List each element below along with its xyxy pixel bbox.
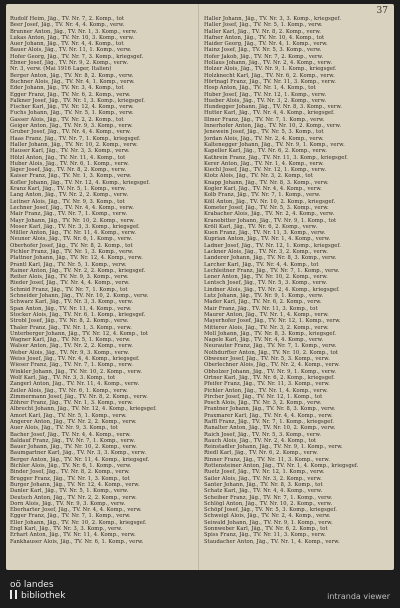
right-column-line: Obwexer Josef, Jäg., TV. Nr. 5, 3. Komp., verw. <box>204 356 330 363</box>
logo-line1: oö landes <box>10 580 54 590</box>
left-column-line: Hofer Georg, Jäg., TV. Nr. 7, 3. Komp., kriegsgef. <box>10 53 144 60</box>
right-column-line: Kolb Franz, Jäg., TV. Nr. 7, 1. Komp., verw. <box>204 192 321 199</box>
left-column-line: Lang Anton, Jäg., TV. Nr. 2, 2. Komp., verw. <box>10 192 129 199</box>
column-divider <box>198 4 199 570</box>
right-column-line: Lener Anton, Jäg., TV. Nr. 10, 2. Komp., verw. <box>204 274 328 281</box>
logo-line2: bibliothek <box>21 591 66 601</box>
left-column-line: Berger Anton, Jäg., TV. Nr. 8, 2. Komp., verw. <box>10 72 134 79</box>
right-column-line: Kogler Karl, Jäg., TV. Nr. 4, 4. Komp., verw. <box>204 186 322 193</box>
right-column-line: Oberlechner Alois, Jäg., TV. Nr. 2, 4. Komp., verw. <box>204 362 340 369</box>
right-column-line: Mair Franz, Jäg., TV. Nr. 11, 3. Komp., tot <box>204 305 318 312</box>
right-column-line: Ortner Karl, Jäg., TV. Nr. 6, 2. Komp., kriegsgef. <box>204 374 335 381</box>
left-column-line: Wagner Karl, Jäg., TV. Nr. 5, 1. Komp., verw. <box>10 337 131 344</box>
left-column-line: Weiss Josef, Jäg., TV. Nr. 4, 4. Komp., kriegsgef. <box>10 356 140 363</box>
left-column-line: Rudolf Heim, Jäg., TV. Nr. 7, 2. Komp., tot <box>10 16 125 22</box>
right-column-line: Rinner Franz, Jäg., TV. Nr. 11, 3. Komp., verw. <box>204 456 330 463</box>
right-column-line: Kuprian Anton, Jäg., TV. Nr. 1, 4. Komp., verw. <box>204 236 331 243</box>
right-column-line: Obholzer Johann, Jäg., TV. Nr. 9, 1. Komp., verw. <box>204 368 337 375</box>
right-column-line: Hainz Josef, Jäg., TV. Nr. 5, 3. Komp., verw. <box>204 47 322 54</box>
left-column-line: Zöhrer Franz, Jäg., TV. Nr. 1, 3. Komp., verw. <box>10 400 133 407</box>
left-column-line: Walser Anton, Jäg., TV. Nr. 2, 2. Komp., verw. <box>10 343 134 350</box>
library-logo[interactable] <box>10 580 65 601</box>
left-column-line: Bacher Josef, Jäg., TV. Nr. 4, 4. Komp., verw. <box>10 431 131 438</box>
left-column-line: Haller Johann, Jäg., TV. Nr. 10, 2. Komp., verw. <box>10 141 138 148</box>
left-column-line: Lechner Josef, Jäg., TV. Nr. 4, 4. Komp., verw. <box>10 204 134 211</box>
right-column-line: Kaltenegger Johann, Jäg., TV. Nr. 9, 1. Komp., verw. <box>204 141 345 148</box>
left-column-line: Fischer Karl, Jäg., TV. Nr. 12, 4. Komp., verw. <box>10 104 134 111</box>
left-column-line: Gruber Josef, Jäg., TV. Nr. 4, 4. Komp., verw. <box>10 129 132 136</box>
left-column-line: Amort Karl, Jäg., TV. Nr. 5, 1. Komp., verw. <box>10 412 127 419</box>
left-column-line: Pichler Franz, Jäg., TV. Nr. 1, 3. Komp., verw. <box>10 248 134 255</box>
right-column-line: Santer Johann, Jäg., TV. Nr. 8, 3. Komp., tot <box>204 481 323 488</box>
left-column-line: Kaiser Franz, Jäg., TV. Nr. 1, 3. Komp., verw. <box>10 173 132 180</box>
left-column-line: Schmid Franz, Jäg., TV. Nr. 7, 1. Komp., tot <box>10 286 128 293</box>
right-column-line: Pfeifer Franz, Jäg., TV. Nr. 11, 3. Komp., verw. <box>204 381 330 388</box>
left-column-line: Gasser Alois, Jäg., TV. Nr. 2, 2. Komp., tot <box>10 116 124 123</box>
left-column-line: Binder Josef, Jäg., TV. Nr. 8, 2. Komp., verw. <box>10 469 130 476</box>
viewer-label: intranda viewer <box>327 592 390 601</box>
left-column-line: Thaler Franz, Jäg., TV. Nr. 1, 3. Komp., verw. <box>10 324 132 331</box>
right-column-line: Schlögl Anton, Jäg., TV. Nr. 10, 2. Komp., verw. <box>204 500 333 507</box>
right-column-line: Schweigl Alois, Jäg., TV. Nr. 2, 4. Komp., verw. <box>204 513 331 520</box>
right-column-line: Hutter Karl, Jäg., TV. Nr. 4, 4. Komp., kriegsgef. <box>204 110 335 117</box>
left-column-line: Fankhauser Alois, Jäg., TV. Nr. 6, 1. Komp., verw. <box>10 538 144 545</box>
right-column-line: Hueber Alois, Jäg., TV. Nr. 3, 2. Komp., verw. <box>204 97 327 104</box>
right-column-line: Jordan Alois, Jäg., TV. Nr. 2, 4. Komp., verw. <box>204 135 324 142</box>
left-column-line: Brugger Franz, Jäg., TV. Nr. 1, 3. Komp., tot <box>10 475 130 482</box>
right-column-line: Staudacher Anton, Jäg., TV. Nr. 1, 4. Komp., verw. <box>204 538 340 545</box>
right-column-line: Raffl Franz, Jäg., TV. Nr. 7, 1. Komp., kriegsgef. <box>204 419 334 425</box>
right-column-line: Pichler Anton, Jäg., TV. Nr. 1, 4. Komp., verw. <box>204 387 328 394</box>
left-column-line: Reiter Alois, Jäg., TV. Nr. 9, 3. Komp., verw. <box>10 274 129 281</box>
right-column-line: Larcher Karl, Jäg., TV. Nr. 4, 4. Komp., tot <box>204 261 319 268</box>
left-column-line: Oberhofer Josef, Jäg., TV. Nr. 8, 2. Komp., tot <box>10 242 133 249</box>
left-column-line: Prantl Karl, Jäg., TV. Nr. 5, 1. Komp., verw. <box>10 261 127 268</box>
right-column-line: Sailer Alois, Jäg., TV. Nr. 3, 2. Komp., verw. <box>204 475 322 482</box>
left-column-line: Berger Anton, Jäg., TV. Nr. 11, 4. Komp., kriegsgef. <box>10 456 150 463</box>
right-column-line: Knapp Johann, Jäg., TV. Nr. 8, 3. Komp., verw. <box>204 179 329 186</box>
left-column-line: Albrecht Johann, Jäg., TV. Nr. 12, 4. Komp., kriegsgef. <box>10 406 157 413</box>
left-column-line: Span Anton, Jäg., TV. Nr. 11, 4. Komp., verw. <box>10 305 132 312</box>
left-column-line: Hölzl Anton, Jäg., TV. Nr. 11, 4. Komp., tot <box>10 154 126 161</box>
left-column-line: Fuchs Johann, Jäg., TV. Nr. 5, 1. Komp., verw. <box>10 110 134 117</box>
left-column-line: Falkner Josef, Jäg., TV. Nr. 1, 3. Komp., kriegsgef. <box>10 97 145 104</box>
left-column-line: Egger Franz, Jäg., TV. Nr. 7, 1. Komp., verw. <box>10 513 131 520</box>
right-column-line: Riedl Karl, Jäg., TV. Nr. 6, 2. Komp., verw. <box>204 450 319 457</box>
right-column-line: Kometer Josef, Jäg., TV. Nr. 5, 3. Komp., verw. <box>204 204 329 211</box>
right-column-line: Schöpf Josef, Jäg., TV. Nr. 5, 3. Komp., kriegsgef. <box>204 507 338 514</box>
right-column-line: Lackner Alois, Jäg., TV. Nr. 3, 2. Komp., verw. <box>204 248 328 255</box>
right-column-line: Innerhofer Anton, Jäg., TV. Nr. 10, 2. Komp., verw. <box>204 123 342 130</box>
left-column-line: Schneider Johann, Jäg., TV. Nr. 10, 2. Komp., verw. <box>10 293 149 300</box>
left-column-line: Deutsch Anton, Jäg., TV. Nr. 2, 2. Komp., verw. <box>10 494 137 501</box>
right-column-line: Kapeller Karl, Jäg., TV. Nr. 6, 2. Komp., verw. <box>204 148 327 155</box>
right-column-line: Lentsch Josef, Jäg., TV. Nr. 5, 3. Komp., verw. <box>204 280 328 287</box>
right-column-line: Reinstadler Johann, Jäg., TV. Nr. 9, 1. Komp., verw. <box>204 444 343 451</box>
right-column-line: Ranalter Anton, Jäg., TV. Nr. 10, 2. Komp., verw. <box>204 425 336 432</box>
left-column-line: Wieser Franz, Jäg., TV. Nr. 7, 1. Komp., verw. <box>10 362 133 369</box>
right-column-line: Klotz Alois, Jäg., TV. Nr. 3, 2. Komp., tot <box>204 173 313 180</box>
left-column-line: Zeiler Alois, Jäg., TV. Nr. 6, 1. Komp., verw. <box>10 387 128 394</box>
left-column-line: Unterberger Johann, Jäg., TV. Nr. 12, 4. Komp., tot <box>10 330 149 337</box>
left-column-line: Baumgartner Karl, Jäg., TV. Nr. 3, 3. Komp., verw. <box>10 450 147 457</box>
right-column-line: Schatz Karl, Jäg., TV. Nr. 4, 4. Komp., verw. <box>204 488 323 495</box>
right-column-line: Ladner Josef, Jäg., TV. Nr. 12, 1. Komp., kriegsgef. <box>204 242 341 249</box>
left-column-line: Leitner Alois, Jäg., TV. Nr. 9, 3. Komp., tot <box>10 198 125 205</box>
right-column-line: Haller Karl, Jäg., TV. Nr. 8, 2. Komp., verw. <box>204 28 322 35</box>
right-column-line: Hörtnagl Franz, Jäg., TV. Nr. 11, 3. Komp., verw. <box>204 78 336 85</box>
left-column-line: Strobl Josef, Jäg., TV. Nr. 8, 2. Komp., verw. <box>10 318 129 325</box>
left-column-line: Rainer Anton, Jäg., TV. Nr. 2, 2. Komp., kriegsgef. <box>10 267 146 274</box>
right-column-line: Haller Josef, Jäg., TV. Nr. 5, 1. Komp., verw. <box>204 22 323 29</box>
right-column-line: Posch Alois, Jäg., TV. Nr. 3, 2. Komp., verw. <box>204 400 322 407</box>
right-column-line: Lutz Johann, Jäg., TV. Nr. 9, 1. Komp., verw. <box>204 293 324 300</box>
left-column-line: Erhart Anton, Jäg., TV. Nr. 11, 4. Komp., verw. <box>10 532 136 539</box>
left-column-line: Zangerl Anton, Jäg., TV. Nr. 11, 4. Komp., verw. <box>10 381 140 388</box>
left-column-line: Engl Karl, Jäg., TV. Nr. 3, 3. Komp., verw. <box>10 526 123 533</box>
page-number: 37 <box>376 6 388 16</box>
right-column-line: Mitterer Alois, Jäg., TV. Nr. 3, 2. Komp., verw. <box>204 324 329 331</box>
left-column-line: Jäger Josef, Jäg., TV. Nr. 8, 2. Komp., verw. <box>10 167 127 174</box>
right-column-line: Illmer Franz, Jäg., TV. Nr. 7, 1. Komp., verw. <box>204 116 325 123</box>
right-column-line: Kuen Franz, Jäg., TV. Nr. 11, 3. Komp., verw. <box>204 230 326 237</box>
right-column-line: Maurer Anton, Jäg., TV. Nr. 1, 4. Komp., verw. <box>204 311 329 318</box>
left-column-line: Stocker Alois, Jäg., TV. Nr. 6, 1. Komp., kriegsgef. <box>10 311 146 318</box>
right-column-line: Kiechl Josef, Jäg., TV. Nr. 12, 1. Komp., verw. <box>204 167 327 174</box>
right-column-line: Kranebitter Johann, Jäg., TV. Nr. 9, 1. Komp., tot <box>204 217 337 224</box>
left-column-line: Angerer Anton, Jäg., TV. Nr. 2, 2. Komp., verw. <box>10 419 137 425</box>
left-column-line: Danler Karl, Jäg., TV. Nr. 5, 1. Komp., verw. <box>10 488 129 495</box>
left-column-line: Müller Anton, Jäg., TV. Nr. 11, 4. Komp., verw. <box>10 230 137 237</box>
right-column-line: Kerer Anton, Jäg., TV. Nr. 1, 4. Komp., verw. <box>204 160 324 167</box>
right-column-line: Seiwald Johann, Jäg., TV. Nr. 9, 1. Komp., verw. <box>204 519 333 526</box>
right-column-line: Köll Anton, Jäg., TV. Nr. 10, 2. Komp., kriegsgef. <box>204 198 336 205</box>
right-column-line: Scheiber Franz, Jäg., TV. Nr. 7, 1. Komp., verw. <box>204 494 333 501</box>
right-column-line: Hollaus Johann, Jäg., TV. Nr. 2, 4. Komp., verw. <box>204 60 333 67</box>
right-column-line: Holzer Alois, Jäg., TV. Nr. 9, 1. Komp., kriegsgef. <box>204 66 337 73</box>
logo-mark-icon <box>10 590 17 599</box>
right-column-line: Haller Johann, Jäg., TV. Nr. 3, 3. Komp., kriegsgef. <box>204 16 342 22</box>
left-column-line: Burger Johann, Jäg., TV. Nr. 12, 4. Komp., verw. <box>10 481 140 488</box>
left-column-line: Buchner Alois, Jäg., TV. Nr. 4, 1. Komp., verw. <box>10 78 135 85</box>
left-column-line: Wolf Karl, Jäg., TV. Nr. 3, 3. Komp., tot <box>10 374 116 381</box>
right-column-line: Neurauter Franz, Jäg., TV. Nr. 7, 1. Komp., verw. <box>204 343 337 350</box>
left-column-line: Ebner Josef, Jäg., TV. Nr. 9, 2. Komp., verw. <box>10 60 129 67</box>
right-column-line: Nothdurfter Anton, Jäg., TV. Nr. 10, 2. Komp., tot <box>204 349 338 356</box>
left-column-line: Winkler Johann, Jäg., TV. Nr. 10, 2. Komp., verw. <box>10 368 143 375</box>
right-column-line: Prantner Johann, Jäg., TV. Nr. 8, 3. Komp., verw. <box>204 406 336 413</box>
left-column-line: Bauer Johann, Jäg., TV. Nr. 10, 2. Komp., verw. <box>10 444 138 451</box>
right-column-line: Mader Karl, Jäg., TV. Nr. 6, 2. Komp., verw. <box>204 299 322 306</box>
right-column-line: Ruetz Josef, Jäg., TV. Nr. 12, 1. Komp., verw. <box>204 469 325 476</box>
right-column-line: Kröll Karl, Jäg., TV. Nr. 6, 2. Komp., verw. <box>204 223 318 230</box>
left-column-line: Rieder Josef, Jäg., TV. Nr. 4, 4. Komp., verw. <box>10 280 130 287</box>
left-column-line: Haas Franz, Jäg., TV. Nr. 7, 1. Komp., kriegsgef. <box>10 135 141 142</box>
left-column-line: Huber Alois, Jäg., TV. Nr. 6, 1. Komp., verw. <box>10 160 130 167</box>
left-column-line: Beer Josef, Jäg., TV. Nr. 4, 4. Komp., verw. <box>10 22 125 29</box>
left-column-line: Nr. 3, verw. (Mai 1916 Lager, Italien) <box>10 66 112 73</box>
right-column-line: Mayerhofer Josef, Jäg., TV. Nr. 12, 1. Komp., verw. <box>204 318 341 325</box>
left-column-line: Bichler Alois, Jäg., TV. Nr. 6, 1. Komp., verw. <box>10 463 132 470</box>
left-column-line: Hauser Karl, Jäg., TV. Nr. 3, 3. Komp., verw. <box>10 148 130 155</box>
left-column-line: Plattner Johann, Jäg., TV. Nr. 12, 4. Komp., verw. <box>10 255 143 262</box>
right-column-line: Landerer Johann, Jäg., TV. Nr. 8, 3. Komp., verw. <box>204 255 337 262</box>
right-column-line: Kathrein Franz, Jäg., TV. Nr. 11, 3. Komp., kriegsgef. <box>204 154 348 161</box>
viewer-footer <box>0 572 400 608</box>
right-column-line: Moll Johann, Jäg., TV. Nr. 8, 3. Komp., kriegsgef. <box>204 330 337 337</box>
right-column <box>204 16 390 545</box>
right-column-line: Lindner Alois, Jäg., TV. Nr. 2, 4. Komp., kriegsgef. <box>204 286 340 293</box>
right-column-line: Rauch Alois, Jäg., TV. Nr. 2, 4. Komp., tot <box>204 437 317 444</box>
document-page <box>6 4 394 570</box>
right-column-line: Huber Josef, Jäg., TV. Nr. 12, 1. Komp., verw. <box>204 91 327 98</box>
left-column-line: Weber Alois, Jäg., TV. Nr. 9, 3. Komp., verw. <box>10 349 130 356</box>
left-column-line: Kranz Karl, Jäg., TV. Nr. 5, 1. Komp., verw. <box>10 186 126 193</box>
right-column-line: Haider Georg, Jäg., TV. Nr. 4, 1. Komp., verw. <box>204 41 328 48</box>
right-column-line: Rottensteiner Anton, Jäg., TV. Nr. 1, 4. Komp., kriegsgef. <box>204 463 359 470</box>
left-column-line: Eller Johann, Jäg., TV. Nr. 10, 2. Komp., kriegsgef. <box>10 519 147 526</box>
right-column-line: Praxmarer Karl, Jäg., TV. Nr. 4, 4. Komp., verw. <box>204 412 333 419</box>
right-column-line: Lechleitner Franz, Jäg., TV. Nr. 7, 1. Komp., verw. <box>204 267 340 274</box>
right-column-line: Hofer Jakob, Jäg., TV. Nr. 7, 2. Komp., verw. <box>204 53 324 60</box>
left-column-line: Eberharter Josef, Jäg., TV. Nr. 4, 4. Komp., verw. <box>10 507 142 514</box>
left-column-line: Bauer Alois, Jäg., TV. Nr. 11, 1. Komp., verw. <box>10 47 132 54</box>
left-column-line: Schwarz Karl, Jäg., TV. Nr. 3, 3. Komp., verw. <box>10 299 134 306</box>
left-column-line: Lukas Anton, Jäg., TV. Nr. 10, 3. Komp., verw. <box>10 34 135 41</box>
left-column-line: Egger Franz, Jäg., TV. Nr. 6, 2. Komp., verw. <box>10 91 131 98</box>
left-column-line: Brunner Anton, Jäg., TV. Nr. 1, 3. Komp., verw. <box>10 28 138 35</box>
right-column-line: Holzknecht Karl, Jäg., TV. Nr. 6, 2. Komp., verw. <box>204 72 335 79</box>
right-column-line: Raich Josef, Jäg., TV. Nr. 5, 3. Komp., verw. <box>204 431 322 438</box>
left-column-line: Baldauf Franz, Jäg., TV. Nr. 7, 1. Komp., verw. <box>10 437 136 444</box>
right-column-line: Hosp Anton, Jäg., TV. Nr. 1, 4. Komp., tot <box>204 85 316 92</box>
right-column-line: Jenewein Josef, Jäg., TV. Nr. 5, 3. Komp., tot <box>204 129 324 136</box>
left-column-line: Mayr Johann, Jäg., TV. Nr. 10, 2. Komp., verw. <box>10 217 135 224</box>
right-column-line: Pircher Josef, Jäg., TV. Nr. 12, 1. Komp., tot <box>204 393 323 400</box>
right-column-line: Nagele Karl, Jäg., TV. Nr. 4, 4. Komp., verw. <box>204 337 324 344</box>
right-column-line: Hafner Anton, Jäg., TV. Nr. 10, 4. Komp., tot <box>204 34 325 41</box>
left-column-line: Neuner Alois, Jäg., TV. Nr. 6, 1. Komp., verw. <box>10 236 133 243</box>
right-column-line: Hundegger Johann, Jäg., TV. Nr. 8, 3. Komp., verw. <box>204 104 343 111</box>
right-column-line: Sonnweber Karl, Jäg., TV. Nr. 6, 2. Komp., tot <box>204 526 328 533</box>
left-column-line: Eder Johann, Jäg., TV. Nr. 3, 4. Komp., tot <box>10 85 124 92</box>
left-column-line: Geiger Anton, Jäg., TV. Nr. 9, 3. Komp., verw. <box>10 123 133 130</box>
left-column <box>10 16 196 545</box>
right-column-line: Spiss Franz, Jäg., TV. Nr. 11, 3. Komp., verw. <box>204 532 326 539</box>
left-column-line: Kofler Johann, Jäg., TV. Nr. 12, 4. Komp., kriegsgef. <box>10 179 150 186</box>
right-column-line: Krabacher Alois, Jäg., TV. Nr. 2, 4. Komp., verw. <box>204 211 335 218</box>
left-column-line: Zimmermann Josef, Jäg., TV. Nr. 8, 2. Komp., verw. <box>10 393 148 400</box>
left-column-line: Moser Karl, Jäg., TV. Nr. 3, 3. Komp., kriegsgef. <box>10 223 140 230</box>
left-column-line: Auer Johann, Jäg., TV. Nr. 4, 4. Komp., tot <box>10 41 124 48</box>
left-column-line: Mair Franz, Jäg., TV. Nr. 7, 1. Komp., verw. <box>10 211 128 218</box>
left-column-line: Dorn Alois, Jäg., TV. Nr. 9, 3. Komp., verw. <box>10 500 126 507</box>
left-column-line: Auer Alois, Jäg., TV. Nr. 9, 3. Komp., tot <box>10 425 118 432</box>
